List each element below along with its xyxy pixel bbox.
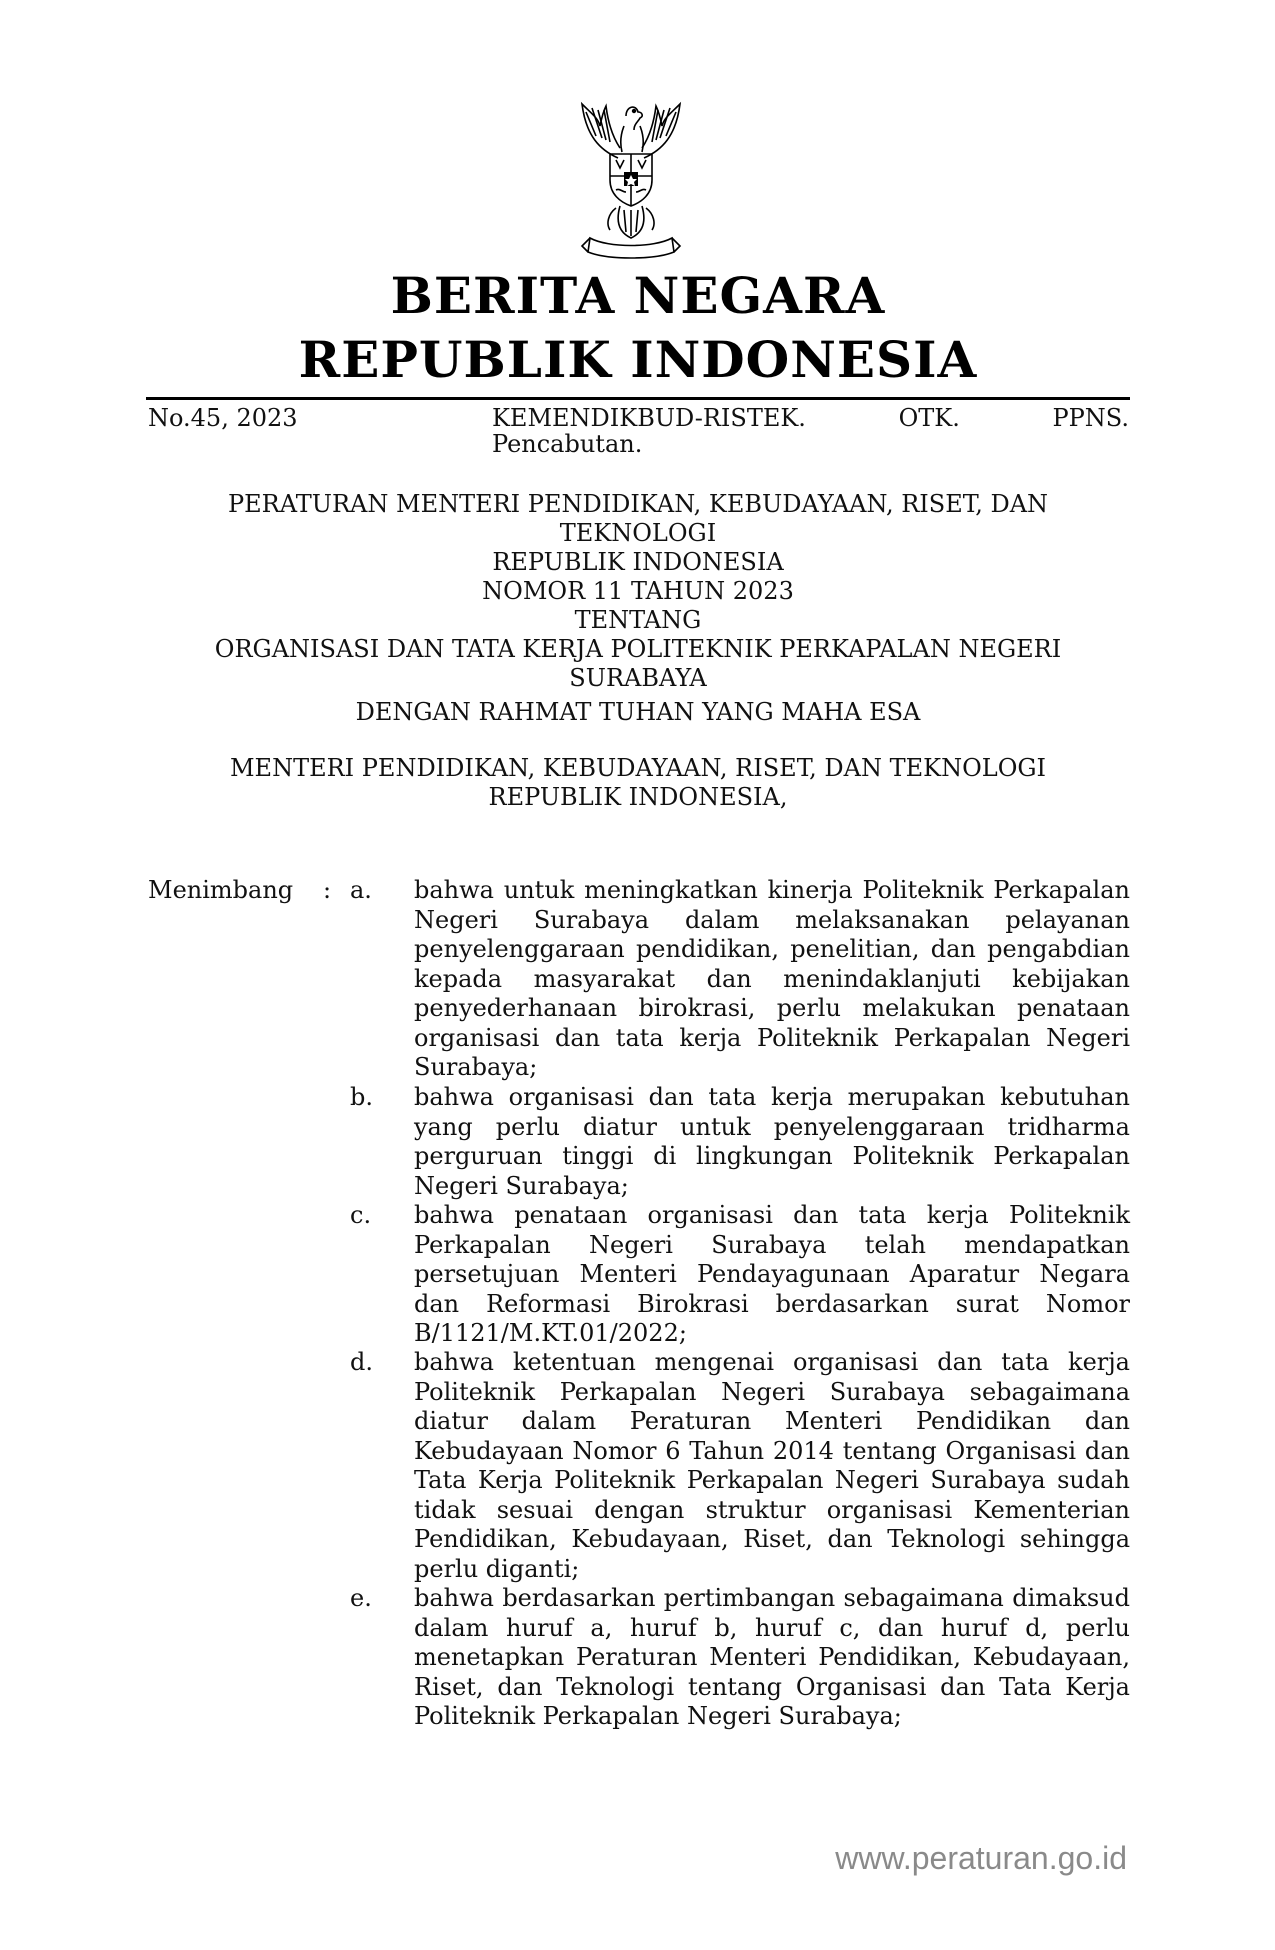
considering-label: Menimbang (148, 876, 294, 904)
opening-phrase: DENGAN RAHMAT TUHAN YANG MAHA ESA (355, 698, 921, 726)
regulation-line: REPUBLIK INDONESIA (492, 548, 784, 576)
item-letter: e. (350, 1584, 372, 1612)
garuda-emblem-icon (556, 96, 706, 266)
regulation-subject: SURABAYA (569, 664, 707, 692)
regulation-number: NOMOR 11 TAHUN 2023 (482, 577, 794, 605)
category-ministry: KEMENDIKBUD-RISTEK. (492, 404, 806, 432)
regulation-line: TENTANG (574, 606, 702, 634)
category-ppns: PPNS. (1052, 404, 1129, 432)
issue-number: No.45, 2023 (148, 404, 298, 432)
masthead-divider (146, 397, 1130, 400)
item-letter: c. (350, 1201, 372, 1229)
item-letter: d. (350, 1348, 373, 1376)
item-text: bahwa organisasi dan tata kerja merupakan kebutuhan yang perlu diatur untuk penyelenggaraan tridharma perguruan tinggi di lingkungan Politeknik Perkapalan Negeri Surabaya; (414, 1083, 1130, 1200)
minister-title (146, 754, 1130, 812)
regulation-line: PERATURAN MENTERI PENDIDIKAN, KEBUDAYAAN, RISET, DAN TEKNOLOGI (227, 490, 1049, 547)
regulation-title (146, 490, 1130, 693)
item-text: bahwa berdasarkan pertimbangan sebagaimana dimaksud dalam huruf a, huruf b, huruf c, dan huruf d, perlu menetapkan Peraturan Menteri Pendidikan, Kebudayaan, Riset, dan Teknologi tentang Organisasi dan Tata Kerja Politeknik Perkapalan Negeri Surabaya; (414, 1584, 1130, 1730)
item-text: bahwa ketentuan mengenai organisasi dan tata kerja Politeknik Perkapalan Negeri Surabaya sebagaimana diatur dalam Peraturan Menteri Pendidikan dan Kebudayaan Nomor 6 Tahun 2014 tentang Organisasi dan Tata Kerja Politeknik Perkapalan Negeri Surabaya sudah tidak sesuai dengan struktur organisasi Kementerian Pendidikan, Kebudayaan, Riset, dan Teknologi sehingga perlu diganti; (414, 1348, 1130, 1583)
gazette-title: BERITA NEGARA (390, 266, 886, 325)
minister-line: MENTERI PENDIDIKAN, KEBUDAYAAN, RISET, DAN TEKNOLOGI (229, 754, 1047, 782)
category-revocation: Pencabutan. (492, 430, 643, 458)
issue-categories (492, 404, 1129, 432)
item-letter: a. (350, 876, 372, 904)
minister-line: REPUBLIK INDONESIA, (488, 783, 788, 811)
footer-website-link[interactable]: www.peraturan.go.id (835, 1840, 1127, 1876)
item-text: bahwa untuk meningkatkan kinerja Politeknik Perkapalan Negeri Surabaya dalam melaksanakan pelayanan penyelenggaraan pendidikan, penelitian, dan pengabdian kepada masyarakat dan menindaklanjuti kebijakan penyederhanaan birokrasi, perlu melakukan penataan organisasi dan tata kerja Politeknik Perkapalan Negeri Surabaya; (414, 876, 1130, 1081)
item-letter: b. (350, 1083, 373, 1111)
item-text: bahwa penataan organisasi dan tata kerja Politeknik Perkapalan Negeri Surabaya telah mendapatkan persetujuan Menteri Pendayagunaan Aparatur Negara dan Reformasi Birokrasi berdasarkan surat Nomor B/1121/M.KT.01/2022; (414, 1201, 1130, 1347)
category-otk: OTK. (898, 404, 960, 432)
gazette-subtitle: REPUBLIK INDONESIA (298, 330, 978, 389)
considering-colon: : (323, 876, 332, 904)
regulation-subject: ORGANISASI DAN TATA KERJA POLITEKNIK PERKAPALAN NEGERI (214, 635, 1062, 663)
